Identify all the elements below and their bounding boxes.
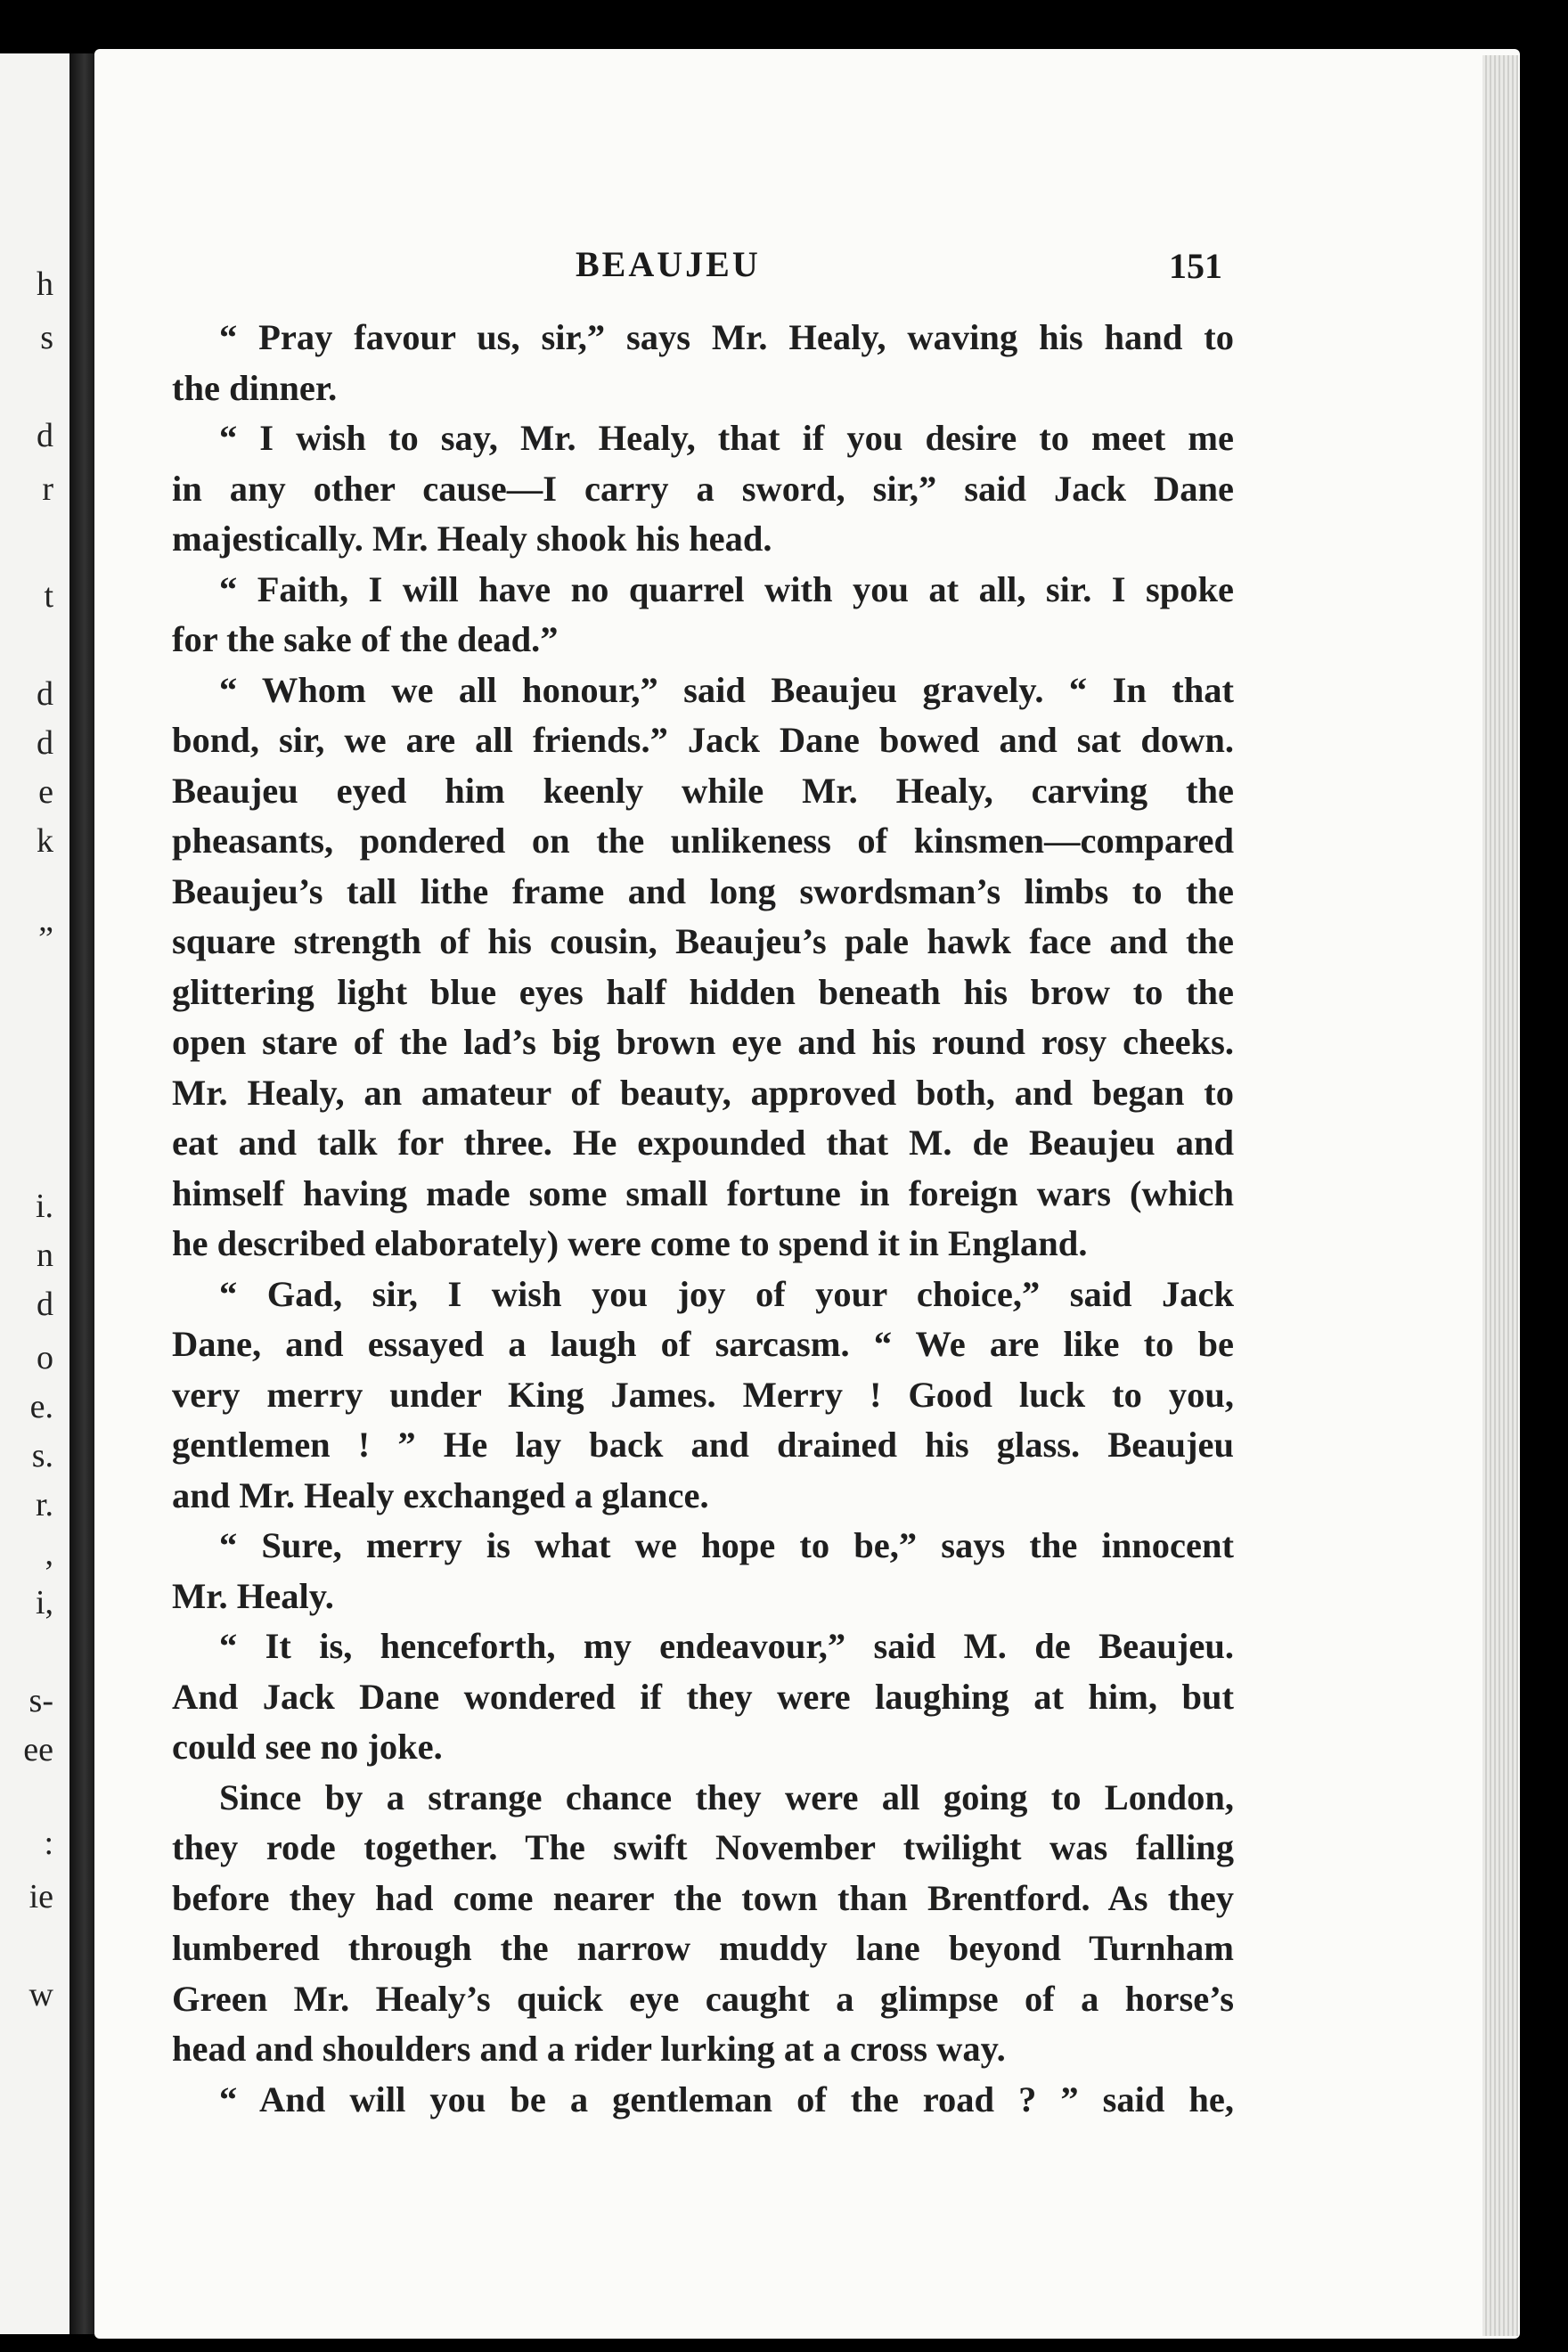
text-line: gentlemen ! ” He lay back and drained his glass. Beaujeu	[172, 1425, 1234, 1465]
text-line: Since by a strange chance they were all going to London,	[219, 1776, 1234, 1817]
text-line: lumbered through the narrow muddy lane beyond Turnham	[172, 1928, 1234, 1968]
paragraph	[172, 313, 1234, 413]
facing-page-fragment: ”	[38, 920, 53, 958]
text-line: eat and talk for three. He expounded that M. de Beaujeu and	[172, 1123, 1234, 1163]
text-line: and Mr. Healy exchanged a glance.	[172, 1474, 709, 1515]
paragraph	[172, 1621, 1234, 1773]
text-line: head and shoulders and a rider lurking at a cross way.	[172, 2029, 1006, 2069]
facing-page-fragment: h	[37, 265, 53, 303]
facing-page-fragment: :	[44, 1825, 53, 1862]
text-line: “ Sure, merry is what we hope to be,” says the innocent	[219, 1525, 1234, 1565]
text-line: in any other cause—I carry a sword, sir,” said Jack Dane	[172, 468, 1234, 509]
page-body	[172, 313, 1234, 2125]
facing-page-fragment: ee	[23, 1731, 53, 1768]
paragraph	[172, 1521, 1234, 1621]
text-line: before they had come nearer the town than Brentford. As they	[172, 1877, 1234, 1918]
facing-page-edge	[0, 53, 69, 2334]
facing-page-fragment: d	[37, 1286, 53, 1323]
facing-page-fragment: r	[42, 470, 53, 508]
book-gutter	[69, 53, 94, 2334]
text-line: very merry under King James. Merry ! Good luck to you,	[172, 1374, 1234, 1415]
text-line: bond, sir, we are all friends.” Jack Dane bowed and sat down.	[172, 720, 1234, 760]
facing-page-fragment: e.	[29, 1388, 53, 1425]
facing-page-fragment: s.	[31, 1437, 53, 1474]
paragraph	[172, 2075, 1234, 2126]
facing-page-fragment: s	[40, 319, 53, 356]
text-line: could see no joke.	[172, 1727, 443, 1767]
text-line: himself having made some small fortune in foreign wars (which	[172, 1172, 1234, 1213]
text-line: “ I wish to say, Mr. Healy, that if you desire to meet me	[219, 418, 1234, 458]
text-line: Mr. Healy, an amateur of beauty, approved both, and began to	[172, 1072, 1234, 1113]
text-line: Mr. Healy.	[172, 1575, 334, 1616]
text-line: he described elaborately) were come to spend it in England.	[172, 1223, 1088, 1263]
facing-page-fragment: o	[37, 1339, 53, 1376]
text-line: Beaujeu eyed him keenly while Mr. Healy, carving the	[172, 770, 1234, 811]
text-line: for the sake of the dead.”	[172, 619, 559, 659]
text-line: And Jack Dane wondered if they were laughing at him, but	[172, 1676, 1234, 1717]
facing-page-fragment: n	[37, 1237, 53, 1274]
text-line: “ Pray favour us, sir,” says Mr. Healy, waving his hand to	[219, 317, 1234, 357]
text-line: square strength of his cousin, Beaujeu’s pale hawk face and the	[172, 921, 1234, 961]
text-line: Dane, and essayed a laugh of sarcasm. “ We are like to be	[172, 1324, 1234, 1364]
facing-page-fragment: ie	[29, 1878, 53, 1915]
facing-page-fragment: d	[37, 724, 53, 762]
paragraph	[172, 413, 1234, 565]
text-line: “ And will you be a gentleman of the road ? ” said he,	[219, 2078, 1234, 2119]
facing-page-fragment: i.	[35, 1188, 53, 1225]
facing-page-fragment: k	[37, 822, 53, 860]
text-line: “ Faith, I will have no quarrel with you at all, sir. I spoke	[219, 568, 1234, 609]
text-line: the dinner.	[172, 367, 338, 408]
page-number: 151	[1169, 246, 1222, 286]
text-line: glittering light blue eyes half hidden beneath his brow to the	[172, 971, 1234, 1012]
facing-page-fragment: w	[29, 1976, 53, 2013]
page-header	[94, 243, 1520, 297]
paragraph	[172, 1270, 1234, 1522]
facing-page-fragment: i,	[35, 1584, 53, 1621]
facing-page-fragment: d	[37, 675, 53, 713]
text-line: Beaujeu’s tall lithe frame and long swordsman’s limbs to the	[172, 870, 1234, 911]
paragraph	[172, 666, 1234, 1270]
text-line: pheasants, pondered on the unlikeness of kinsmen—compared	[172, 821, 1234, 861]
text-line: they rode together. The swift November twilight was falling	[172, 1827, 1234, 1867]
page-block-edge	[1482, 55, 1518, 2336]
facing-page-fragment: s-	[29, 1682, 53, 1719]
book-page	[94, 49, 1520, 2339]
text-line: “ Whom we all honour,” said Beaujeu gravely. “ In that	[219, 669, 1234, 710]
facing-page-fragment: ,	[45, 1535, 53, 1572]
facing-page-fragment: t	[44, 577, 53, 615]
running-head: BEAUJEU	[576, 244, 761, 284]
facing-page-fragment: r.	[35, 1486, 53, 1523]
facing-page-fragment: d	[37, 417, 53, 454]
facing-page-fragment: e	[38, 773, 53, 811]
text-line: “ Gad, sir, I wish you joy of your choice,” said Jack	[219, 1273, 1234, 1314]
text-line: Green Mr. Healy’s quick eye caught a glimpse of a horse’s	[172, 1978, 1234, 2019]
paragraph	[172, 565, 1234, 666]
text-line: “ It is, henceforth, my endeavour,” said M. de Beaujeu.	[219, 1626, 1234, 1666]
paragraph	[172, 1773, 1234, 2075]
text-line: majestically. Mr. Healy shook his head.	[172, 519, 772, 559]
text-line: open stare of the lad’s big brown eye and his round rosy cheeks.	[172, 1022, 1234, 1062]
